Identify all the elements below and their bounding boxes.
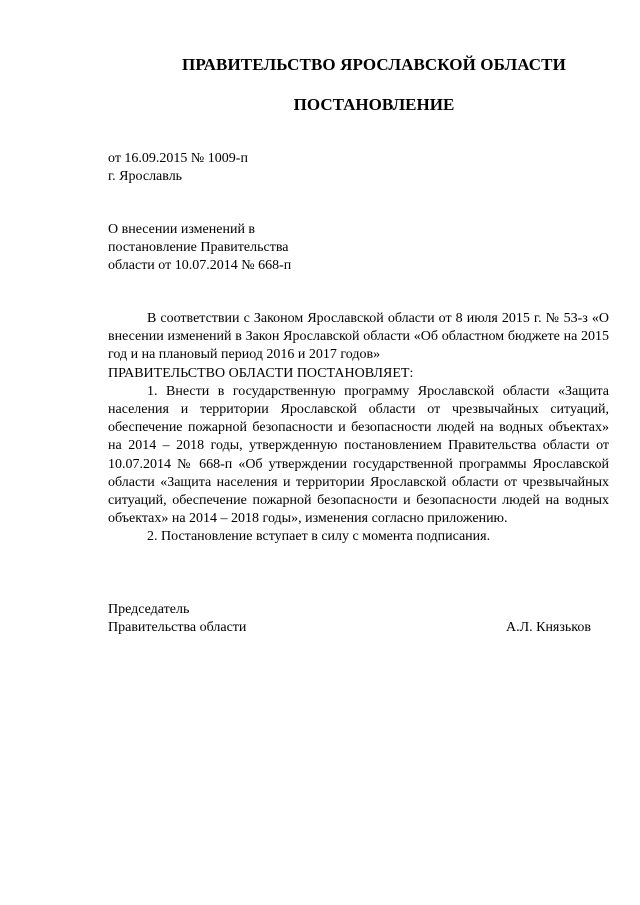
resolves-heading: ПРАВИТЕЛЬСТВО ОБЛАСТИ ПОСТАНОВЛЯЕТ: [108, 365, 414, 381]
document-type-title: ПОСТАНОВЛЕНИЕ [293, 95, 455, 114]
item-1-paragraph: 1. Внести в государственную программу Ярославской области «Защита населения и территории Ярославской области от чрезвычайных ситуаций, обеспечение пожарной безопасности и безопасности людей на водных объектах» на 2014 – 2018 годы, утвержденную постановлением Правительства области от 10.07.2014 № 668-п «Об утверждении государственной программы Ярославской области «Защита населения и территории Ярославской области от чрезвычайных ситуаций, обеспечение пожарной безопасности и безопасности людей на водных объектах» на 2014 – 2018 годы», изменения согласно приложению. [108, 383, 609, 527]
city: г. Ярославль [108, 169, 183, 184]
item-2-paragraph: 2. Постановление вступает в силу с момента подписания. [147, 529, 491, 545]
signer-name: А.Л. Князьков [506, 620, 591, 635]
signer-row [108, 619, 591, 637]
subject-line-2: постановление Правительства [108, 240, 289, 255]
preamble-paragraph: В соответствии с Законом Ярославской области от 8 июля 2015 г. № 53-з «О внесении изменений в Закон Ярославской области «Об областном бюджете на 2015 год и на плановый период 2016 и 2017 годов» [108, 311, 609, 363]
subject-line-3: области от 10.07.2014 № 668-п [108, 258, 292, 273]
document-body [108, 310, 609, 547]
date-number: от 16.09.2015 № 1009-п [108, 151, 248, 166]
signer-position-line-1: Председатель [108, 602, 190, 617]
organization-title: ПРАВИТЕЛЬСТВО ЯРОСЛАВСКОЙ ОБЛАСТИ [182, 55, 566, 74]
subject-line-1: О внесении изменений в [108, 222, 256, 237]
signer-position-line-2: Правительства области [108, 620, 247, 635]
